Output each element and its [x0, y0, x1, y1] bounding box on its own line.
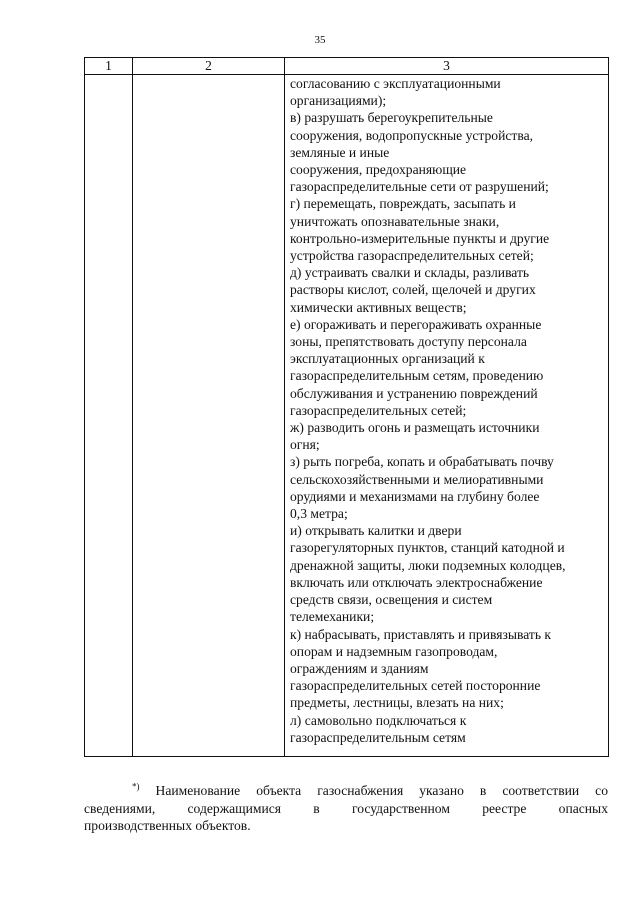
requirements-table: [84, 57, 609, 757]
restriction-text-line: газорегуляторных пунктов, станций катодной и: [290, 540, 565, 556]
restriction-text-line: и) открывать калитки и двери: [290, 523, 462, 539]
footnote-line: [84, 782, 608, 800]
table-row: [85, 75, 609, 757]
restriction-text-line: согласованию с эксплуатационными: [290, 76, 501, 91]
restriction-text-line: газораспределительным сетям, проведению: [290, 368, 544, 384]
restriction-text-line: огня;: [290, 437, 320, 453]
restriction-text-line: предметы, лестницы, влезать на них;: [290, 695, 504, 711]
restriction-text-line: растворы кислот, солей, щелочей и других: [290, 282, 536, 298]
restriction-text-line: газораспределительные сети от разрушений;: [290, 179, 549, 195]
restriction-text-line: включать или отключать электроснабжение: [290, 574, 543, 590]
restriction-text-line: уничтожать опознавательные знаки,: [290, 213, 500, 229]
restriction-text-line: эксплуатационных организаций к: [290, 351, 485, 367]
page-number: 35: [314, 34, 326, 46]
restriction-text-line: организациями);: [290, 93, 387, 109]
restriction-text-line: е) огораживать и перегораживать охранные: [290, 316, 542, 332]
footnote-line: [84, 800, 608, 818]
restriction-text-line: земляные и иные: [290, 144, 390, 160]
restriction-text-line: г) перемещать, повреждать, засыпать и: [290, 196, 516, 212]
restriction-text-line: орудиями и механизмами на глубину более: [290, 488, 540, 504]
restriction-text-line: газораспределительным сетям: [290, 729, 466, 745]
restriction-text-line: средств связи, освещения и систем: [290, 592, 493, 608]
cell-column-1: [85, 75, 133, 757]
column-header-3: 3: [285, 58, 609, 75]
footnote: [84, 782, 608, 835]
restriction-text-line: дренажной защиты, люки подземных колодцев,: [290, 557, 566, 573]
column-header-1: 1: [85, 58, 133, 75]
restriction-text-line: з) рыть погреба, копать и обрабатывать почву: [290, 454, 554, 470]
restriction-text-line: в) разрушать берегоукрепительные: [290, 110, 493, 126]
footnote-text: сведениями, содержащимися в государственном реестре опасных: [84, 800, 608, 816]
restriction-text-line: обслуживания и устранению повреждений: [290, 385, 538, 401]
restriction-text-line: д) устраивать свалки и склады, разливать: [290, 265, 530, 281]
footnote-mark: *): [132, 781, 140, 792]
cell-column-2: [133, 75, 285, 757]
column-header-2: 2: [133, 58, 285, 75]
restriction-text-line: зоны, препятствовать доступу персонала: [290, 334, 527, 350]
cell-column-3: [285, 75, 609, 757]
restriction-text-line: к) набрасывать, приставлять и привязывать к: [290, 626, 552, 642]
restriction-text-line: газораспределительных сетей посторонние: [290, 678, 541, 694]
restriction-text-line: устройства газораспределительных сетей;: [290, 248, 534, 264]
restriction-text-line: ж) разводить огонь и размещать источники: [290, 420, 540, 436]
restriction-text-line: телемеханики;: [290, 609, 375, 625]
footnote-line: [84, 817, 608, 835]
footnote-text: производственных объектов.: [84, 818, 251, 833]
restriction-text-line: сельскохозяйственными и мелиоративными: [290, 471, 544, 487]
restriction-text-line: сооружения, водопропускные устройства,: [290, 127, 534, 143]
restriction-text-line: 0,3 метра;: [290, 506, 348, 522]
footnote-text: Наименование объекта газоснабжения указано в соответствии со: [155, 783, 608, 798]
restriction-text-line: опорам и надземным газопроводам,: [290, 643, 498, 659]
table-header-row: [85, 58, 609, 75]
restriction-text-line: сооружения, предохраняющие: [290, 162, 467, 178]
restriction-text-line: контрольно-измерительные пункты и другие: [290, 230, 550, 246]
restriction-text-line: ограждениям и зданиям: [290, 660, 429, 676]
restriction-text-line: химически активных веществ;: [290, 299, 467, 315]
restriction-text-line: газораспределительных сетей;: [290, 402, 467, 418]
restriction-text-line: л) самовольно подключаться к: [290, 712, 467, 728]
